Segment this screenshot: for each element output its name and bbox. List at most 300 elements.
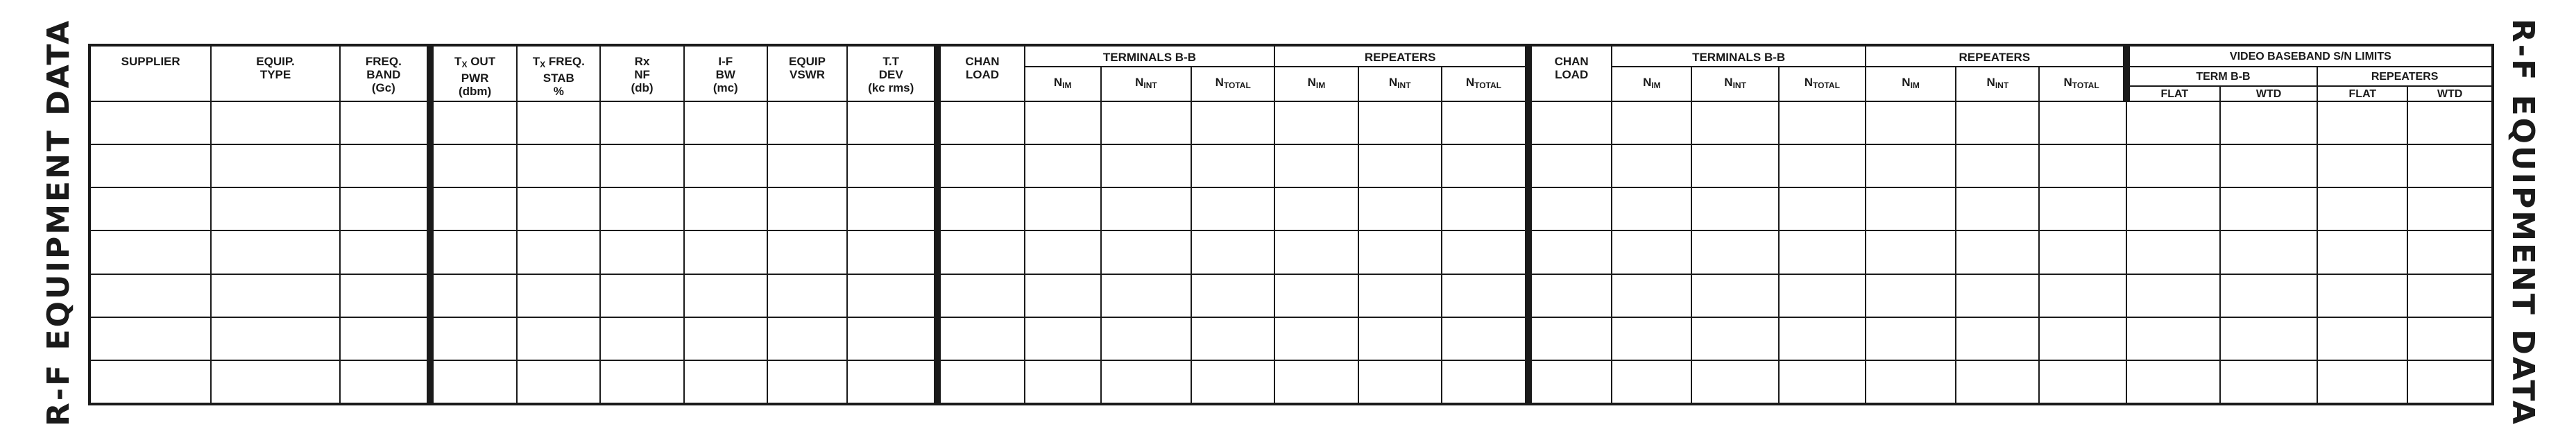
- noise-base: N: [1307, 76, 1316, 89]
- table-row: [89, 187, 2493, 230]
- form-cell[interactable]: [1191, 360, 1274, 404]
- noise-base: N: [1465, 76, 1475, 89]
- form-cell[interactable]: [1779, 317, 1866, 360]
- form-cell[interactable]: [2039, 360, 2126, 404]
- noise-int-r2: [1956, 67, 2039, 101]
- form-cell[interactable]: [1779, 274, 1866, 317]
- video-rep-flat-label: FLAT: [2348, 87, 2377, 100]
- form-cell[interactable]: [2220, 274, 2317, 317]
- col-if-bw-line2: BW: [715, 68, 735, 81]
- form-cell[interactable]: [1528, 101, 1612, 144]
- form-cell[interactable]: [1442, 274, 1528, 317]
- form-cell[interactable]: [1956, 360, 2039, 404]
- form-cell[interactable]: [1101, 144, 1191, 187]
- col-tx-out-pwr-prefix: T: [454, 55, 462, 68]
- form-cell[interactable]: [430, 317, 517, 360]
- form-cell[interactable]: [847, 230, 937, 274]
- col-tt-dev-header: [847, 45, 937, 101]
- form-cell[interactable]: [517, 144, 600, 187]
- form-cell[interactable]: [89, 144, 211, 187]
- form-cell[interactable]: [2317, 144, 2407, 187]
- col-freq-band-line1: FREQ.: [365, 55, 402, 68]
- form-cell[interactable]: [430, 274, 517, 317]
- form-cell[interactable]: [1866, 317, 1956, 360]
- table-row: [89, 274, 2493, 317]
- form-cell[interactable]: [2126, 101, 2220, 144]
- col-chan-load-2-header: [1528, 45, 1612, 101]
- col-tx-freq-stab-header: [517, 45, 600, 101]
- form-cell[interactable]: [1191, 274, 1274, 317]
- form-cell[interactable]: [211, 144, 339, 187]
- form-cell[interactable]: [1274, 274, 1358, 317]
- form-cell[interactable]: [2126, 360, 2220, 404]
- form-cell[interactable]: [89, 187, 211, 230]
- video-term-flat-header: [2126, 86, 2220, 101]
- side-title-right: [2492, 0, 2554, 445]
- form-cell[interactable]: [1528, 144, 1612, 187]
- noise-im-r1: [1274, 67, 1358, 101]
- form-cell[interactable]: [430, 101, 517, 144]
- form-cell[interactable]: [1956, 187, 2039, 230]
- form-cell[interactable]: [430, 187, 517, 230]
- col-chan-load-1-line2: LOAD: [965, 68, 1000, 81]
- form-cell[interactable]: [211, 360, 339, 404]
- noise-base: N: [1902, 76, 1911, 89]
- form-cell[interactable]: [89, 101, 211, 144]
- group-video-baseband-label: VIDEO BASEBAND S/N LIMITS: [2229, 50, 2391, 62]
- form-cell[interactable]: [1612, 101, 1691, 144]
- side-title-left-text: R-F EQUIPMENT DATA: [41, 18, 77, 427]
- noise-base: N: [1135, 76, 1144, 89]
- noise-im-t2: [1612, 67, 1691, 101]
- form-cell[interactable]: [1442, 317, 1528, 360]
- form-cell[interactable]: [1691, 101, 1778, 144]
- col-equip-type-line2: TYPE: [259, 68, 291, 81]
- form-cell[interactable]: [1025, 187, 1101, 230]
- noise-base: N: [1388, 76, 1398, 89]
- form-cell[interactable]: [340, 274, 430, 317]
- col-tx-freq-stab-prefix-sub: X: [540, 60, 546, 69]
- form-cell[interactable]: [2126, 274, 2220, 317]
- form-cell[interactable]: [2407, 274, 2493, 317]
- form-cell[interactable]: [1442, 187, 1528, 230]
- form-cell[interactable]: [1528, 187, 1612, 230]
- form-cell[interactable]: [1274, 144, 1358, 187]
- form-cell[interactable]: [1691, 274, 1778, 317]
- form-cell[interactable]: [2039, 101, 2126, 144]
- form-cell[interactable]: [1779, 360, 1866, 404]
- form-cell[interactable]: [2126, 230, 2220, 274]
- form-cell[interactable]: [1691, 187, 1778, 230]
- col-tx-freq-stab-line2: STAB: [543, 72, 574, 85]
- noise-total-r1: [1442, 67, 1528, 101]
- form-cell[interactable]: [1191, 101, 1274, 144]
- form-cell[interactable]: [2039, 144, 2126, 187]
- form-cell[interactable]: [1779, 230, 1866, 274]
- group-video-repeaters: [2317, 67, 2493, 86]
- form-cell[interactable]: [1025, 360, 1101, 404]
- noise-int-t1: [1101, 67, 1191, 101]
- form-cell[interactable]: [2407, 144, 2493, 187]
- form-cell[interactable]: [89, 360, 211, 404]
- form-cell[interactable]: [1101, 101, 1191, 144]
- col-tx-freq-stab-line3: %: [553, 85, 564, 98]
- col-if-bw-header: [684, 45, 767, 101]
- form-cell[interactable]: [2039, 274, 2126, 317]
- noise-sub: IM: [1315, 81, 1326, 90]
- form-cell[interactable]: [1779, 144, 1866, 187]
- form-cell[interactable]: [1528, 230, 1612, 274]
- col-equip-vswr-line1: EQUIP: [789, 55, 826, 68]
- group-video-baseband: [2126, 45, 2493, 67]
- form-cell[interactable]: [2317, 101, 2407, 144]
- form-cell[interactable]: [1274, 187, 1358, 230]
- form-cell[interactable]: [1025, 317, 1101, 360]
- form-cell[interactable]: [1025, 144, 1101, 187]
- noise-sub: IM: [1910, 81, 1920, 90]
- form-cell[interactable]: [1358, 101, 1442, 144]
- form-cell[interactable]: [340, 144, 430, 187]
- form-cell[interactable]: [1528, 360, 1612, 404]
- noise-base: N: [1804, 76, 1814, 89]
- form-cell[interactable]: [937, 360, 1024, 404]
- form-cell[interactable]: [684, 230, 767, 274]
- video-term-flat-label: FLAT: [2160, 87, 2189, 100]
- form-cell[interactable]: [89, 317, 211, 360]
- form-cell[interactable]: [340, 360, 430, 404]
- form-cell[interactable]: [2220, 144, 2317, 187]
- form-cell[interactable]: [767, 230, 847, 274]
- form-cell[interactable]: [1025, 274, 1101, 317]
- form-cell[interactable]: [2407, 360, 2493, 404]
- form-cell[interactable]: [2407, 317, 2493, 360]
- form-cell[interactable]: [767, 317, 847, 360]
- form-cell[interactable]: [1358, 187, 1442, 230]
- col-tt-dev-line1: T.T: [882, 55, 900, 68]
- form-cell[interactable]: [1866, 144, 1956, 187]
- form-cell[interactable]: [2317, 274, 2407, 317]
- noise-sub: INT: [1732, 81, 1746, 90]
- form-cell[interactable]: [1191, 317, 1274, 360]
- form-cell[interactable]: [1956, 101, 2039, 144]
- col-rx-nf-line3: (db): [631, 81, 654, 94]
- table-row: [89, 360, 2493, 404]
- video-rep-wtd-label: WTD: [2437, 87, 2463, 100]
- group-repeaters-2: [1866, 45, 2126, 67]
- form-cell[interactable]: [517, 187, 600, 230]
- form-cell[interactable]: [1442, 101, 1528, 144]
- col-tx-freq-stab-line1: FREQ.: [548, 55, 585, 68]
- form-cell[interactable]: [2220, 187, 2317, 230]
- form-cell[interactable]: [847, 317, 937, 360]
- form-cell[interactable]: [2126, 187, 2220, 230]
- form-cell[interactable]: [937, 187, 1024, 230]
- form-cell[interactable]: [1612, 360, 1691, 404]
- form-cell[interactable]: [1956, 317, 2039, 360]
- form-cell[interactable]: [684, 144, 767, 187]
- form-body: [89, 101, 2493, 404]
- form-cell[interactable]: [1101, 317, 1191, 360]
- form-cell[interactable]: [211, 187, 339, 230]
- form-cell[interactable]: [1956, 274, 2039, 317]
- form-cell[interactable]: [1358, 230, 1442, 274]
- form-cell[interactable]: [1779, 101, 1866, 144]
- form-cell[interactable]: [1866, 101, 1956, 144]
- group-video-repeaters-label: REPEATERS: [2371, 70, 2439, 83]
- col-equip-type-line1: EQUIP.: [256, 55, 295, 68]
- form-cell[interactable]: [211, 230, 339, 274]
- form-cell[interactable]: [2317, 317, 2407, 360]
- group-repeaters-1-label: REPEATERS: [1364, 50, 1436, 64]
- col-tx-out-pwr-line3: (dbm): [458, 85, 492, 98]
- noise-im-t1: [1025, 67, 1101, 101]
- form-cell[interactable]: [937, 101, 1024, 144]
- noise-int-t2: [1691, 67, 1778, 101]
- noise-sub: TOTAL: [1223, 81, 1251, 90]
- table-row: [89, 230, 2493, 274]
- form-cell[interactable]: [937, 274, 1024, 317]
- form-cell[interactable]: [517, 317, 600, 360]
- form-cell[interactable]: [517, 274, 600, 317]
- form-cell[interactable]: [600, 360, 683, 404]
- group-terminals-1-label: TERMINALS B-B: [1102, 50, 1197, 64]
- noise-sub: INT: [1995, 81, 2009, 90]
- form-cell[interactable]: [767, 360, 847, 404]
- form-cell[interactable]: [1358, 360, 1442, 404]
- col-chan-load-1-line1: CHAN: [965, 55, 1000, 68]
- form-cell[interactable]: [211, 317, 339, 360]
- col-tx-out-pwr-prefix-sub: X: [461, 60, 468, 69]
- col-if-bw-line1: I-F: [718, 55, 733, 68]
- form-cell[interactable]: [1442, 360, 1528, 404]
- form-cell[interactable]: [340, 101, 430, 144]
- form-cell[interactable]: [430, 230, 517, 274]
- form-cell[interactable]: [340, 230, 430, 274]
- form-cell[interactable]: [1612, 274, 1691, 317]
- form-cell[interactable]: [684, 360, 767, 404]
- video-term-wtd-label: WTD: [2255, 87, 2282, 100]
- form-cell[interactable]: [430, 144, 517, 187]
- form-cell[interactable]: [211, 101, 339, 144]
- form-cell[interactable]: [847, 187, 937, 230]
- video-rep-wtd-header: [2407, 86, 2493, 101]
- noise-total-t2: [1779, 67, 1866, 101]
- form-cell[interactable]: [2317, 360, 2407, 404]
- form-cell[interactable]: [937, 317, 1024, 360]
- form-cell[interactable]: [1101, 230, 1191, 274]
- col-tt-dev-line2: DEV: [878, 68, 903, 81]
- noise-sub: IM: [1062, 81, 1072, 90]
- col-equip-vswr-line2: VSWR: [790, 68, 825, 81]
- form-cell[interactable]: [684, 101, 767, 144]
- col-rx-nf-line1: Rx: [634, 55, 650, 68]
- col-tx-freq-stab-prefix: T: [532, 55, 540, 68]
- form-cell[interactable]: [1866, 230, 1956, 274]
- form-cell[interactable]: [2039, 317, 2126, 360]
- col-tx-out-pwr-header: [430, 45, 517, 101]
- form-cell[interactable]: [1191, 187, 1274, 230]
- form-cell[interactable]: [2220, 230, 2317, 274]
- form-cell[interactable]: [767, 144, 847, 187]
- group-video-term-bb-label: TERM B-B: [2196, 70, 2251, 83]
- form-cell[interactable]: [1274, 101, 1358, 144]
- col-if-bw-line3: (mc): [713, 81, 738, 94]
- col-freq-band-line2: BAND: [366, 68, 401, 81]
- form-cell[interactable]: [847, 101, 937, 144]
- form-cell[interactable]: [600, 230, 683, 274]
- noise-base: N: [1215, 76, 1224, 89]
- form-cell[interactable]: [1025, 101, 1101, 144]
- rf-equipment-form: [88, 44, 2494, 405]
- form-cell[interactable]: [1442, 144, 1528, 187]
- noise-sub: INT: [1397, 81, 1411, 90]
- form-cell[interactable]: [1612, 187, 1691, 230]
- form-cell[interactable]: [1101, 274, 1191, 317]
- col-supplier-label: SUPPLIER: [121, 55, 180, 68]
- form-cell[interactable]: [1101, 360, 1191, 404]
- form-cell[interactable]: [1442, 230, 1528, 274]
- form-cell[interactable]: [211, 274, 339, 317]
- video-rep-flat-header: [2317, 86, 2407, 101]
- form-cell[interactable]: [600, 317, 683, 360]
- noise-base: N: [1724, 76, 1733, 89]
- form-cell[interactable]: [600, 274, 683, 317]
- form-cell[interactable]: [1101, 187, 1191, 230]
- form-cell[interactable]: [340, 187, 430, 230]
- form-cell[interactable]: [89, 274, 211, 317]
- noise-im-r2: [1866, 67, 1956, 101]
- form-cell[interactable]: [1274, 317, 1358, 360]
- form-cell[interactable]: [2126, 317, 2220, 360]
- side-title-right-text: R-F EQUIPMENT DATA: [2505, 18, 2541, 427]
- group-repeaters-2-label: REPEATERS: [1959, 50, 2031, 64]
- form-cell[interactable]: [1866, 360, 1956, 404]
- form-cell[interactable]: [684, 317, 767, 360]
- form-cell[interactable]: [684, 274, 767, 317]
- col-chan-load-1-header: [937, 45, 1024, 101]
- form-cell[interactable]: [430, 360, 517, 404]
- group-repeaters-1: [1274, 45, 1528, 67]
- form-cell[interactable]: [1528, 274, 1612, 317]
- form-cell[interactable]: [89, 230, 211, 274]
- form-cell[interactable]: [1358, 317, 1442, 360]
- noise-sub: INT: [1143, 81, 1157, 90]
- noise-base: N: [1986, 76, 1995, 89]
- form-cell[interactable]: [767, 187, 847, 230]
- col-chan-load-2-line2: LOAD: [1555, 68, 1589, 81]
- noise-sub: IM: [1651, 81, 1661, 90]
- group-terminals-2-label: TERMINALS B-B: [1692, 50, 1786, 64]
- form-cell[interactable]: [2220, 360, 2317, 404]
- form-cell[interactable]: [600, 144, 683, 187]
- col-equip-vswr-header: [767, 45, 847, 101]
- form-cell[interactable]: [1025, 230, 1101, 274]
- col-equip-type-header: [211, 45, 339, 101]
- form-cell[interactable]: [1191, 230, 1274, 274]
- noise-base: N: [1643, 76, 1652, 89]
- table-row: [89, 144, 2493, 187]
- form-cell[interactable]: [2317, 187, 2407, 230]
- form-cell[interactable]: [1612, 230, 1691, 274]
- form-cell[interactable]: [1691, 144, 1778, 187]
- form-cell[interactable]: [847, 144, 937, 187]
- noise-base: N: [2063, 76, 2072, 89]
- col-tx-out-pwr-line2: PWR: [461, 72, 489, 85]
- form-cell[interactable]: [1274, 360, 1358, 404]
- form-cell[interactable]: [600, 101, 683, 144]
- form-cell[interactable]: [2039, 230, 2126, 274]
- noise-sub: TOTAL: [1813, 81, 1840, 90]
- col-rx-nf-line2: NF: [634, 68, 650, 81]
- form-cell[interactable]: [1956, 230, 2039, 274]
- form-cell[interactable]: [1528, 317, 1612, 360]
- col-freq-band-line3: (Gc): [371, 81, 395, 94]
- noise-base: N: [1053, 76, 1063, 89]
- form-cell[interactable]: [340, 317, 430, 360]
- form-cell[interactable]: [1358, 144, 1442, 187]
- form-cell[interactable]: [1191, 144, 1274, 187]
- form-cell[interactable]: [1612, 144, 1691, 187]
- noise-total-r2: [2039, 67, 2126, 101]
- form-cell[interactable]: [937, 230, 1024, 274]
- form-cell[interactable]: [2317, 230, 2407, 274]
- video-term-wtd-header: [2220, 86, 2317, 101]
- form-cell[interactable]: [684, 187, 767, 230]
- noise-sub: TOTAL: [2072, 81, 2099, 90]
- form-cell[interactable]: [517, 101, 600, 144]
- form-cell[interactable]: [847, 274, 937, 317]
- form-cell[interactable]: [2407, 187, 2493, 230]
- form-cell[interactable]: [2407, 101, 2493, 144]
- form-cell[interactable]: [2220, 317, 2317, 360]
- col-tt-dev-line3: (kc rms): [868, 81, 914, 94]
- form-cell[interactable]: [1274, 230, 1358, 274]
- col-supplier-header: [89, 45, 211, 101]
- noise-total-t1: [1191, 67, 1274, 101]
- group-video-term-bb: [2126, 67, 2318, 86]
- form-cell[interactable]: [2126, 144, 2220, 187]
- form-cell[interactable]: [937, 144, 1024, 187]
- form-cell[interactable]: [1691, 317, 1778, 360]
- group-terminals-1: [1025, 45, 1275, 67]
- form-cell[interactable]: [1866, 187, 1956, 230]
- form-cell[interactable]: [2039, 187, 2126, 230]
- table-row: [89, 317, 2493, 360]
- noise-sub: TOTAL: [1474, 81, 1501, 90]
- form-cell[interactable]: [1956, 144, 2039, 187]
- group-terminals-2: [1612, 45, 1866, 67]
- side-title-left: [28, 0, 90, 445]
- form-cell[interactable]: [1691, 360, 1778, 404]
- form-cell[interactable]: [2407, 230, 2493, 274]
- form-cell[interactable]: [767, 101, 847, 144]
- form-cell[interactable]: [1866, 274, 1956, 317]
- form-cell[interactable]: [1779, 187, 1866, 230]
- form-cell[interactable]: [847, 360, 937, 404]
- noise-int-r1: [1358, 67, 1442, 101]
- col-chan-load-2-line1: CHAN: [1554, 55, 1589, 68]
- col-rx-nf-header: [600, 45, 683, 101]
- form-cell[interactable]: [1612, 317, 1691, 360]
- table-row: [89, 101, 2493, 144]
- form-cell[interactable]: [1358, 274, 1442, 317]
- form-cell[interactable]: [2220, 101, 2317, 144]
- form-cell[interactable]: [517, 360, 600, 404]
- form-cell[interactable]: [517, 230, 600, 274]
- form-cell[interactable]: [1691, 230, 1778, 274]
- form-cell[interactable]: [767, 274, 847, 317]
- form-cell[interactable]: [600, 187, 683, 230]
